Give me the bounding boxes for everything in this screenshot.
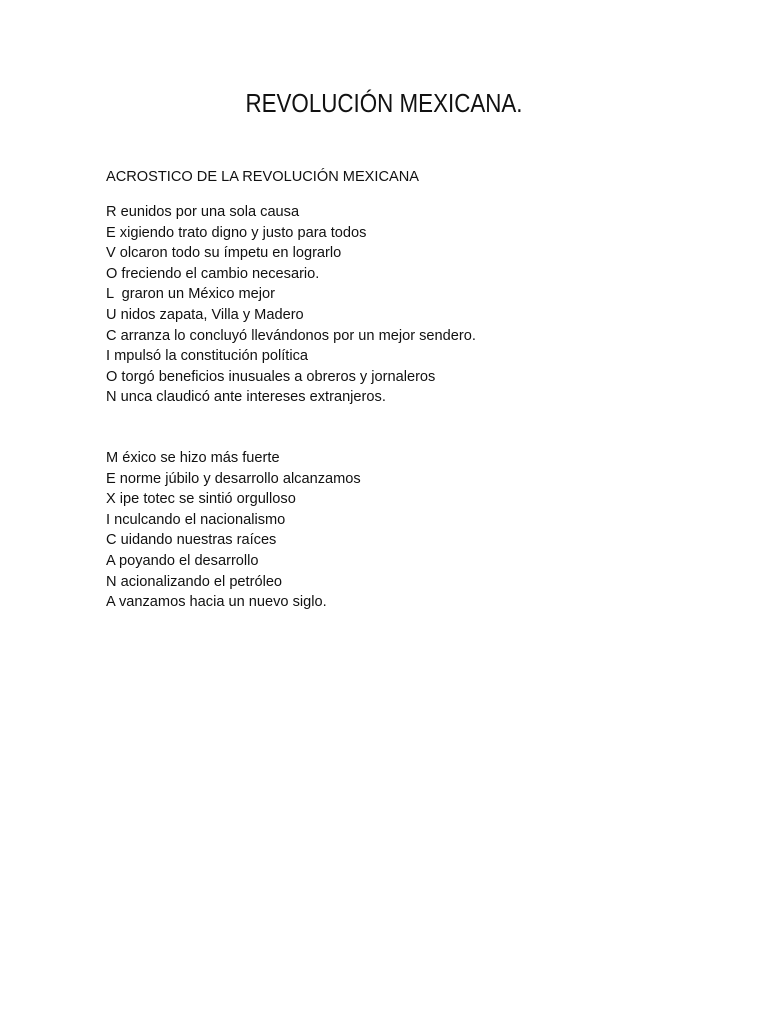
acrostic-line: O torgó beneficios inusuales a obreros y jornaleros: [106, 368, 436, 385]
acrostic-line: U nidos zapata, Villa y Madero: [106, 306, 304, 323]
acrostic-line: C arranza lo concluyó llevándonos por un mejor sendero.: [106, 327, 476, 344]
acrostic-line: N unca claudicó ante intereses extranjeros.: [106, 389, 386, 406]
acrostic-line: I mpulsó la constitución política: [106, 348, 308, 365]
acrostic-line: A poyando el desarrollo: [106, 552, 259, 569]
acrostic-line: E norme júbilo y desarrollo alcanzamos: [106, 470, 361, 487]
page-title: REVOLUCIÓN MEXICANA.: [245, 88, 523, 118]
acrostic-line: V olcaron todo su ímpetu en lograrlo: [106, 245, 342, 262]
acrostic-line: X ipe totec se sintió orgulloso: [106, 491, 296, 508]
acrostic-line: L graron un México mejor: [106, 286, 275, 303]
acrostic-heading: ACROSTICO DE LA REVOLUCIÓN MEXICANA: [106, 169, 420, 185]
acrostic-stanza-revolucion: [106, 202, 476, 408]
acrostic-stanza-mexicana: [106, 448, 361, 613]
acrostic-line: N acionalizando el petróleo: [106, 573, 283, 590]
acrostic-line: A vanzamos hacia un nuevo siglo.: [106, 594, 327, 611]
acrostic-line: O freciendo el cambio necesario.: [106, 265, 320, 282]
acrostic-line: M éxico se hizo más fuerte: [106, 450, 280, 466]
acrostic-line: C uidando nuestras raíces: [106, 532, 277, 549]
acrostic-line: I nculcando el nacionalismo: [106, 511, 286, 528]
acrostic-line: E xigiendo trato digno y justo para todos: [106, 224, 367, 241]
acrostic-line: R eunidos por una sola causa: [106, 204, 300, 220]
